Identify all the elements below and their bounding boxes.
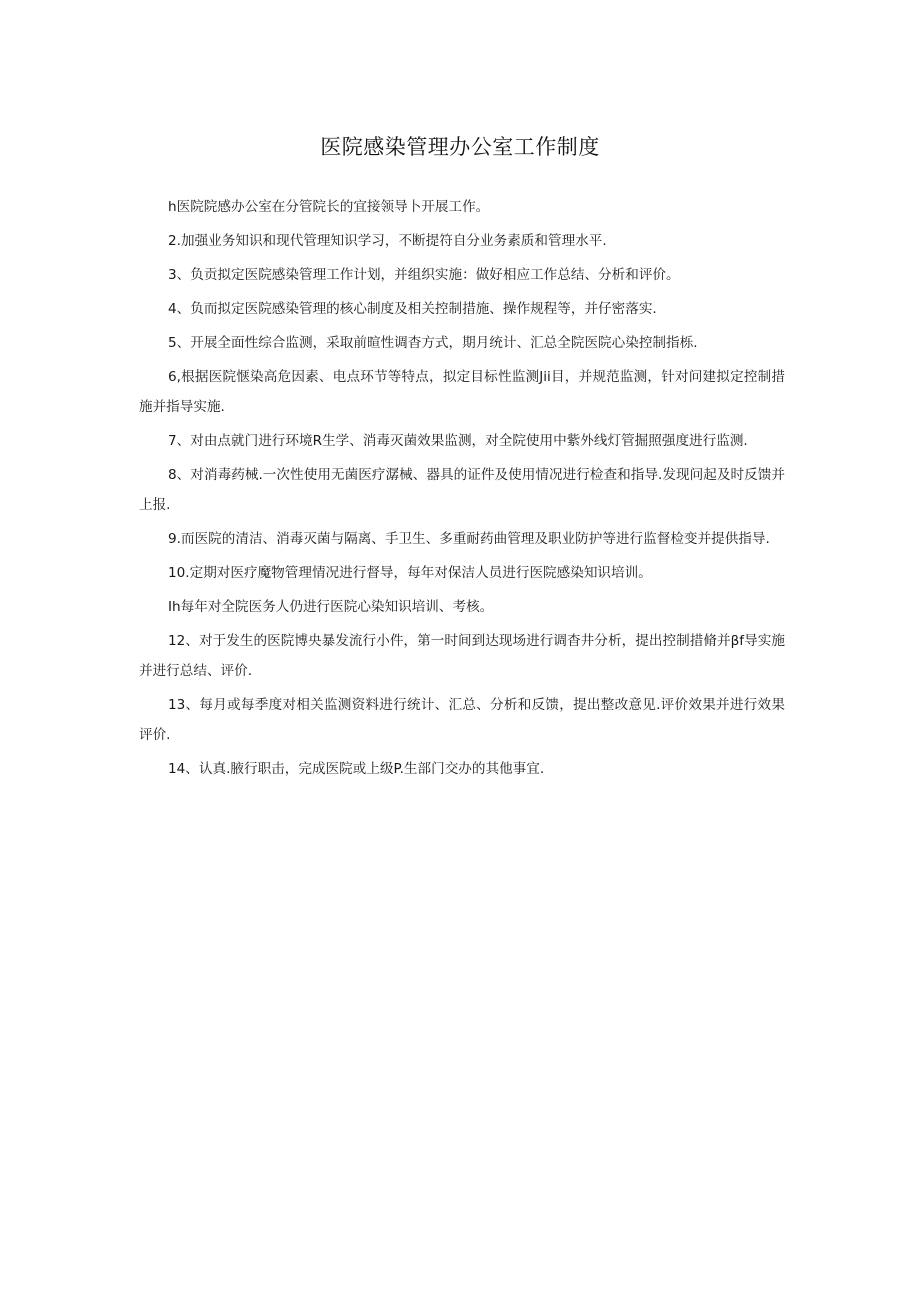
- paragraph-4: 4、负而拟定医院感染管理的核心制度及相关控制措施、操作规程等，并仔密落实.: [168, 301, 657, 317]
- paragraph-9: 9.而医院的清洁、消毒灭菌与隔离、手卫生、多重耐药曲管理及职业防护等进行监督检变并提供指导.: [168, 531, 770, 547]
- paragraph-1: h医院院感办公室在分管院长的宜接领导卜开展工作。: [168, 199, 490, 215]
- paragraph-12: 12、对于发生的医院博央暴发流行小件，第一时间到达现场进行调杳井分析，提出控制措脩并βf导实施并进行总结、评价.: [139, 633, 785, 679]
- paragraph-6: 6,根据医院惬染高危因素、电点环节等特点，拟定目标性监测Jii目，并规范监测，针对问建拟定控制措施并指导实施.: [139, 369, 785, 415]
- document-title: 医院感染管理办公室工作制度: [320, 135, 600, 159]
- paragraph-14: 14、认真.腋行职击，完成医院或上级P.生部门交办的其他事宜.: [168, 761, 545, 777]
- paragraph-2: 2.加强业务知识和现代管理知识学习，不断提符自分业务素质和管理水平.: [168, 233, 607, 249]
- paragraph-3: 3、负贡拟定医院感染管理工作计划，并组织实施：做好相应工作总结、分析和评价。: [168, 267, 680, 283]
- paragraph-11: Ih每年对全院医务人仍进行医院心染知识培训、考核。: [168, 599, 494, 615]
- paragraph-5: 5、开展全面性综合监测，采取前暄性调杳方式，期月统计、汇总全院医院心染控制指栎.: [168, 335, 698, 351]
- paragraph-10: 10.定期对医疗魔物管理情况进行督导，每年对保洁人员进行医院感染知识培训。: [168, 565, 652, 581]
- paragraph-8: 8、对消毒药械.一次性使用无菌医疗潺械、器具的证件及使用情况进行检查和指导.发现问起及时反馈并上报.: [139, 467, 785, 513]
- paragraph-13: 13、每月或每季度对相关监测资料进行统计、汇总、分析和反馈，提出整改意见.评价效果并进行效果评价.: [139, 697, 785, 743]
- paragraph-7: 7、对由点就门进行环境R生学、消毒灭菌效果监测，对全院使用中紫外线灯管掘照强度进行监测.: [168, 433, 748, 449]
- document-body: [139, 192, 785, 788]
